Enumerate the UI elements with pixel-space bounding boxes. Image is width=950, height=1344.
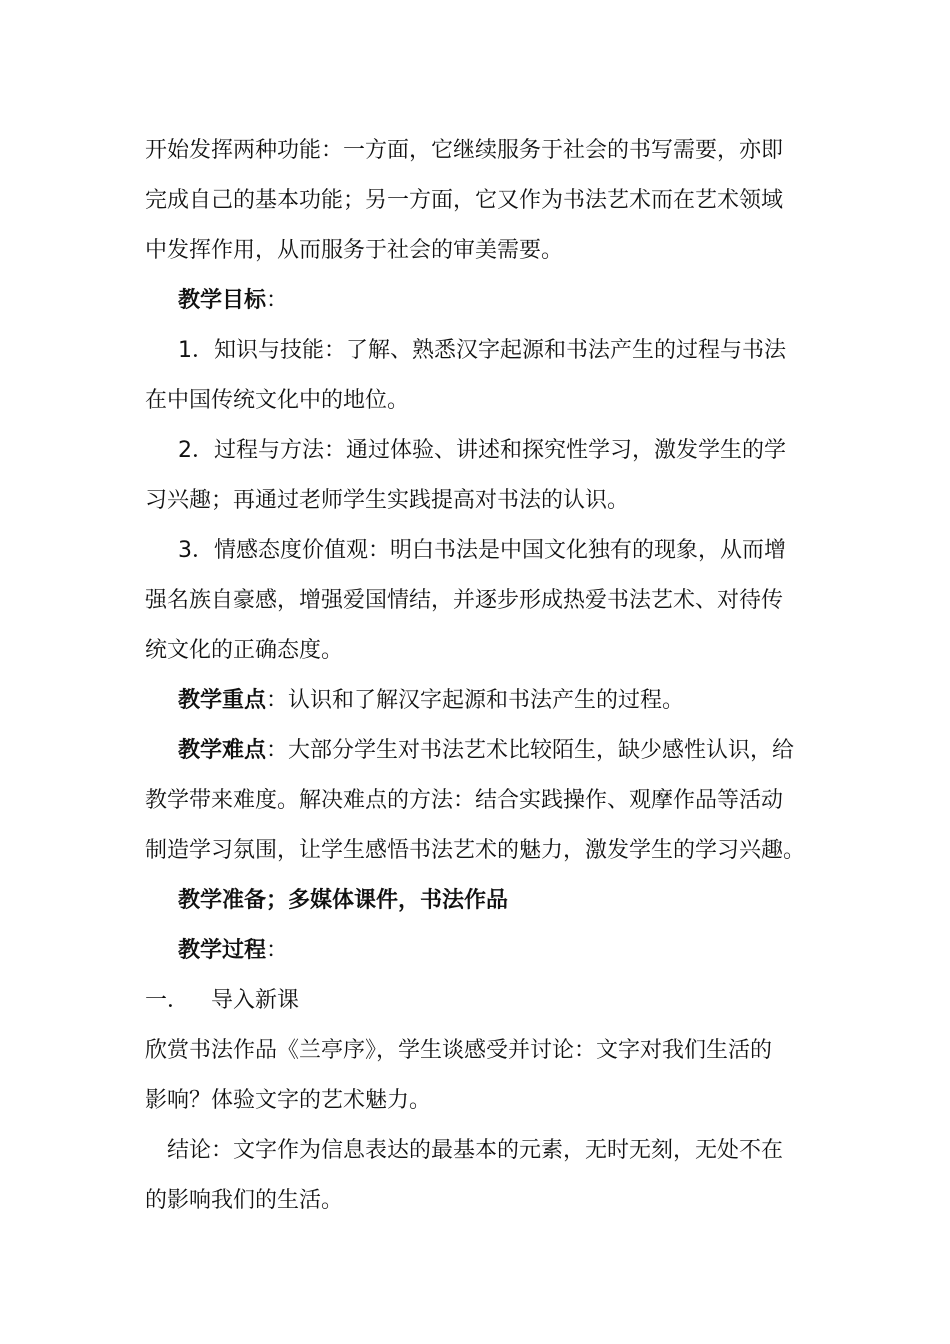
paragraph-line: 开始发挥两种功能：一方面，它继续服务于社会的书写需要，亦即 bbox=[145, 138, 784, 163]
conclusion-line: 的影响我们的生活。 bbox=[145, 1188, 344, 1213]
objective-item-1-line: 在中国传统文化中的地位。 bbox=[145, 388, 410, 413]
document-page bbox=[145, 126, 825, 1226]
difficulty-line: 制造学习氛围，让学生感悟书法艺术的魅力，激发学生的学习兴趣。 bbox=[145, 838, 806, 863]
key-point-line bbox=[145, 676, 825, 726]
key-point-heading: 教学重点 bbox=[178, 688, 267, 713]
difficulty-heading: 教学难点 bbox=[178, 738, 267, 763]
conclusion-line: 结论：文字作为信息表达的最基本的元素，无时无刻，无处不在 bbox=[167, 1138, 784, 1163]
objective-item-3-line: 统文化的正确态度。 bbox=[145, 638, 344, 663]
preparation-line: 教学准备；多媒体课件，书法作品 bbox=[178, 888, 509, 913]
paragraph-line: 完成自己的基本功能；另一方面，它又作为书法艺术而在艺术领域 bbox=[145, 188, 784, 213]
objective-item-3-line: 3．情感态度价值观：明白书法是中国文化独有的现象，从而增 bbox=[178, 538, 786, 563]
difficulty-text: ：大部分学生对书法艺术比较陌生，缺少感性认识，给 bbox=[266, 738, 795, 763]
key-point-text: ：认识和了解汉字起源和书法产生的过程。 bbox=[266, 688, 685, 713]
process-heading-line bbox=[145, 926, 825, 976]
objective-item-3-line: 强名族自豪感，增强爱国情结，并逐步形成热爱书法艺术、对待传 bbox=[145, 588, 784, 613]
objective-item-2-line: 习兴趣；再通过老师学生实践提高对书法的认识。 bbox=[145, 488, 630, 513]
objectives-heading: 教学目标 bbox=[178, 288, 267, 313]
difficulty-line: 教学带来难度。解决难点的方法：结合实践操作、观摩作品等活动 bbox=[145, 788, 784, 813]
section-heading bbox=[145, 976, 825, 1026]
objectives-heading-line bbox=[145, 276, 825, 326]
section-title: 导入新课 bbox=[211, 988, 300, 1013]
process-heading-colon: ： bbox=[266, 938, 289, 963]
objectives-heading-colon: ： bbox=[266, 288, 289, 313]
objective-item-1-line: 1．知识与技能：了解、熟悉汉字起源和书法产生的过程与书法 bbox=[178, 338, 786, 363]
objective-item-2-line: 2．过程与方法：通过体验、讲述和探究性学习，激发学生的学 bbox=[178, 438, 786, 463]
appreciation-line: 影响？体验文字的艺术魅力。 bbox=[145, 1088, 432, 1113]
difficulty-line bbox=[145, 726, 825, 776]
section-number: 一． bbox=[145, 988, 190, 1013]
process-heading: 教学过程 bbox=[178, 938, 267, 963]
appreciation-line: 欣赏书法作品《兰亭序》，学生谈感受并讨论：文字对我们生活的 bbox=[145, 1038, 773, 1063]
paragraph-line: 中发挥作用，从而服务于社会的审美需要。 bbox=[145, 238, 564, 263]
